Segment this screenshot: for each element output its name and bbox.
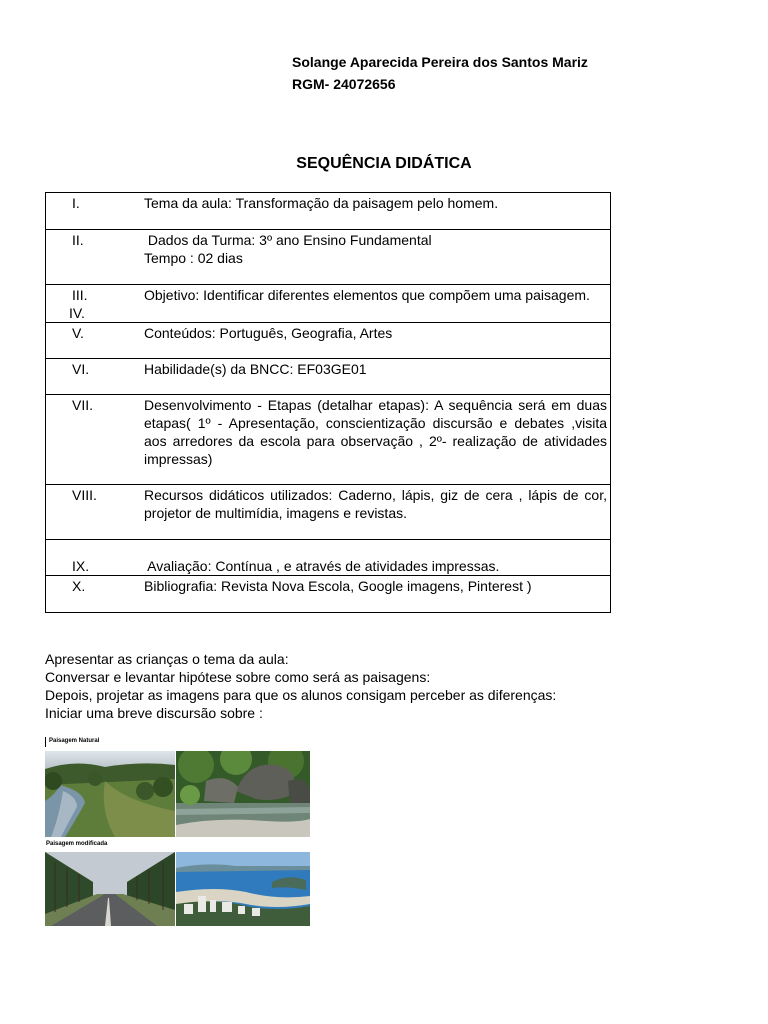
table-row	[46, 485, 611, 540]
intro-line: Depois, projetar as imagens para que os alunos consigam perceber as diferenças:	[45, 687, 557, 703]
table-row	[46, 576, 611, 613]
row-text: Conteúdos: Português, Geografia, Artes	[144, 323, 611, 359]
row-number: I.	[46, 193, 145, 230]
row-number: IX.	[46, 540, 145, 576]
table-row	[46, 323, 611, 359]
label-modified-landscape: Paisagem modificada	[46, 841, 108, 847]
row-text: Objetivo: Identificar diferentes elementos que compõem uma paisagem.	[144, 285, 611, 323]
row-number: II.	[46, 230, 145, 285]
table-row	[46, 193, 611, 230]
sequence-table	[45, 192, 611, 613]
document-title: SEQUÊNCIA DIDÁTICA	[296, 155, 472, 172]
row-text: Avaliação: Contínua , e através de atividades impressas.	[144, 540, 611, 576]
intro-line: Iniciar uma breve discursão sobre :	[45, 705, 263, 721]
modified-city-photo	[176, 852, 310, 926]
row-number: V.	[46, 323, 145, 359]
row-text: Habilidade(s) da BNCC: EF03GE01	[144, 359, 611, 395]
row-text	[144, 230, 611, 285]
row-text-line: Tempo : 02 dias	[144, 250, 243, 266]
row-number: VI.	[46, 359, 145, 395]
row-text: Recursos didáticos utilizados: Caderno, lápis, giz de cera , lápis de cor, projetor de multimídia, imagens e revistas.	[144, 485, 611, 540]
row-text-line: Dados da Turma: 3º ano Ensino Fundamental	[144, 232, 432, 248]
table-row	[46, 230, 611, 285]
author-name	[292, 51, 588, 95]
row-text: Desenvolvimento - Etapas (detalhar etapas): A sequência será em duas etapas( 1º - Apresentação, conscientização discursão e debates ,visita aos arredores da escola para observação , 2º- realização de atividades impressas)	[144, 395, 611, 485]
row-number-line: III.	[72, 287, 88, 303]
landscape-figure	[45, 735, 311, 927]
row-number: VII.	[46, 395, 145, 485]
table-row	[46, 359, 611, 395]
modified-road-photo	[45, 852, 175, 926]
intro-text	[45, 650, 556, 722]
natural-rocks-photo	[176, 751, 310, 837]
natural-river-photo	[45, 751, 175, 837]
table-row	[46, 540, 611, 576]
intro-line: Conversar e levantar hipótese sobre como será as paisagens:	[45, 669, 431, 685]
rgm-number: RGM- 24072656	[292, 76, 396, 92]
label-natural-landscape: Paisagem Natural	[49, 738, 100, 744]
table-row	[46, 285, 611, 323]
intro-line: Apresentar as crianças o tema da aula:	[45, 651, 289, 667]
row-number	[46, 285, 145, 323]
table-row	[46, 395, 611, 485]
row-text: Tema da aula: Transformação da paisagem pelo homem.	[144, 193, 611, 230]
author-name-text: Solange Aparecida Pereira dos Santos Mariz	[292, 54, 588, 70]
row-number-line: IV.	[69, 305, 85, 321]
row-text: Bibliografia: Revista Nova Escola, Google imagens, Pinterest )	[144, 576, 611, 613]
row-number: VIII.	[46, 485, 145, 540]
row-number: X.	[46, 576, 145, 613]
